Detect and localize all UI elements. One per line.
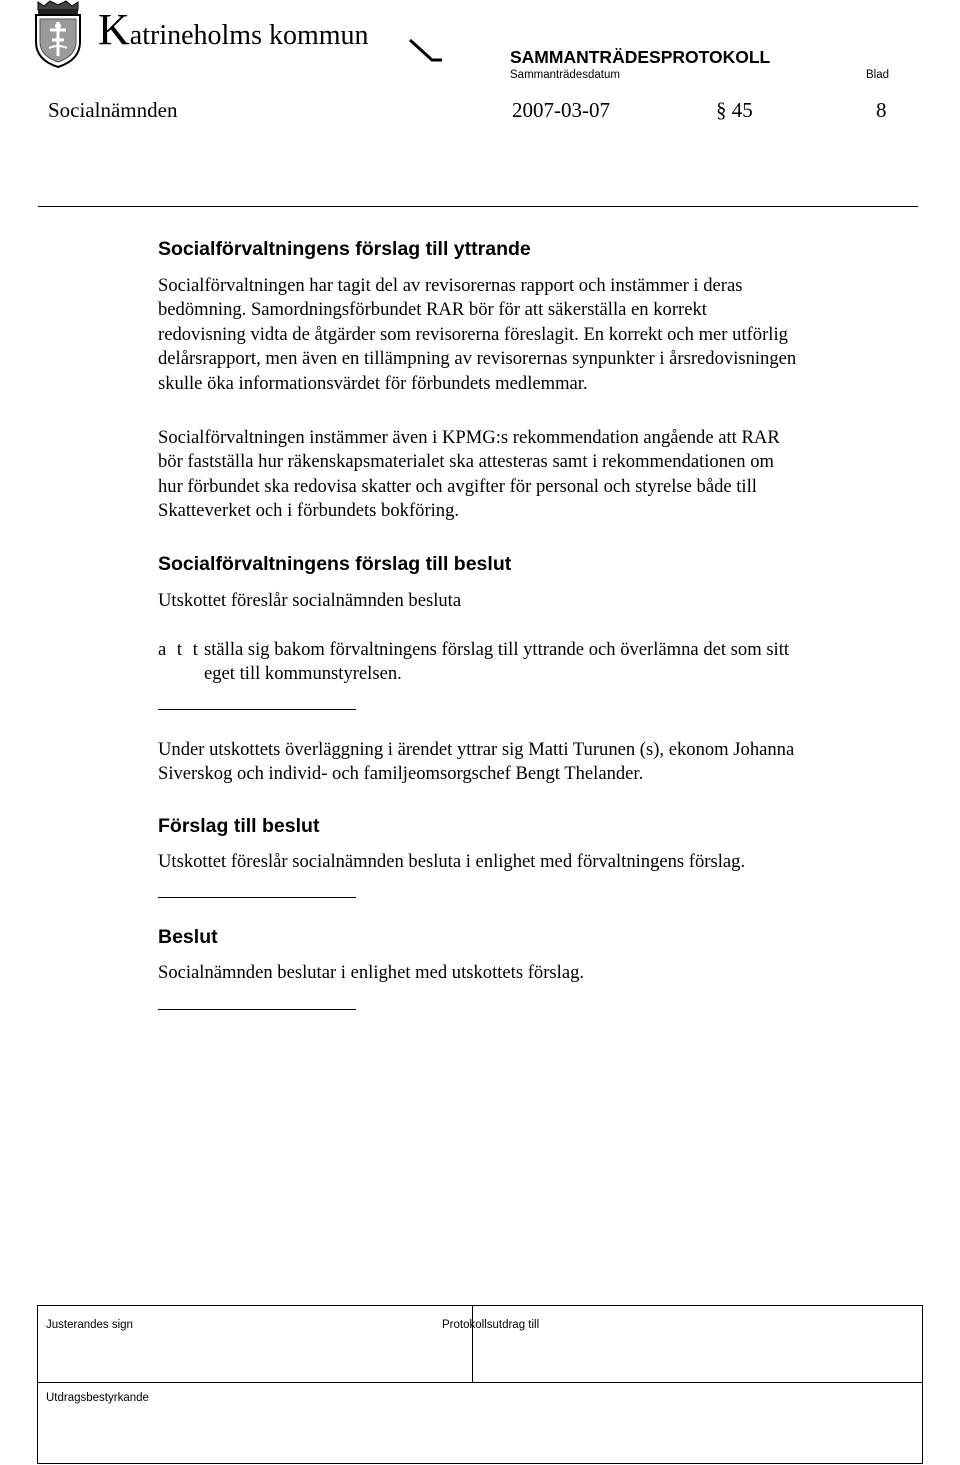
text-line: Socialförvaltningen instämmer även i KPMG:s rekommendation angående att RAR: [158, 427, 780, 448]
text-line: bedömning. Samordningsförbundet RAR bör för att säkerställa en korrekt: [158, 299, 707, 321]
municipal-coat-of-arms-icon: [28, 0, 88, 68]
utdragsbestyrkande-label: Utdragsbestyrkande: [46, 1392, 149, 1404]
deliberation-paragraph: [158, 738, 938, 787]
section-divider: [158, 1009, 356, 1010]
decision-text: Socialnämnden beslutar i enlighet med utskottets förslag.: [158, 962, 585, 983]
signature-footer-box: [37, 1305, 923, 1464]
text-line: eget till kommunstyrelsen.: [204, 663, 402, 685]
text-line: Skatteverket och i förbundets bokföring.: [158, 500, 460, 522]
paragraph-revision-report: [158, 274, 938, 396]
page-number: 8: [876, 98, 887, 122]
text-line: Siverskog och individ- och familjeomsorgschef Bengt Thelander.: [158, 763, 644, 785]
brand-initial: K: [98, 5, 130, 54]
text-line: redovisning vidta de åtgärder som revisorerna föreslagit. En korrekt och mer utförlig: [158, 323, 788, 345]
text-line: bör fastställa hur räkenskapsmaterialet ska attesteras samt i rekommendationen om: [158, 451, 774, 473]
brand-rest: atrineholms kommun: [129, 20, 369, 51]
section-heading-yttrande: Socialförvaltningens förslag till yttrande: [158, 238, 531, 260]
section-divider: [158, 709, 356, 710]
att-marker: a t t: [158, 639, 201, 660]
section-heading-forslag-beslut: Socialförvaltningens förslag till beslut: [158, 553, 512, 575]
protokollsutdrag-label: Protokollsutdrag till: [442, 1319, 540, 1331]
section-heading-forslag-till-beslut: Förslag till beslut: [158, 815, 320, 837]
organization-name: Socialnämnden: [48, 98, 178, 122]
text-line: hur förbundet ska redovisa skatter och avgifter för personal och styrelse både till: [158, 475, 757, 497]
section-heading-beslut: Beslut: [158, 926, 218, 948]
brand-swash-icon: [408, 38, 442, 64]
text-line: Socialförvaltningen har tagit del av revisorernas rapport och instämmer i deras: [158, 275, 743, 296]
municipality-name: [98, 5, 369, 56]
header-divider: [38, 206, 918, 207]
att-clause: [204, 638, 924, 687]
justerandes-sign-label: Justerandes sign: [46, 1319, 133, 1331]
footer-row-divider: [38, 1382, 922, 1383]
proposal-intro: Utskottet föreslår socialnämnden besluta: [158, 590, 462, 611]
section-divider: [158, 897, 356, 898]
meeting-date: 2007-03-07: [512, 98, 610, 122]
text-line: skulle öka informationsvärdet för förbundets medlemmar.: [158, 372, 588, 394]
text-line: Under utskottets överläggning i ärendet yttrar sig Matti Turunen (s), ekonom Johanna: [158, 739, 795, 760]
proposal-text: Utskottet föreslår socialnämnden besluta i enlighet med förvaltningens förslag.: [158, 851, 746, 872]
paragraph-number: § 45: [716, 98, 753, 122]
document-type: SAMMANTRÄDESPROTOKOLL: [510, 47, 771, 67]
paragraph-kpmg-recommendation: [158, 426, 938, 524]
text-line: delårsrapport, men även en tillämpning av revisorernas synpunkter i årsredovisningen: [158, 348, 797, 370]
page-label: Blad: [866, 69, 890, 81]
date-label: Sammanträdesdatum: [510, 69, 620, 81]
text-line: ställa sig bakom förvaltningens förslag till yttrande och överlämna det som sitt: [204, 639, 790, 660]
